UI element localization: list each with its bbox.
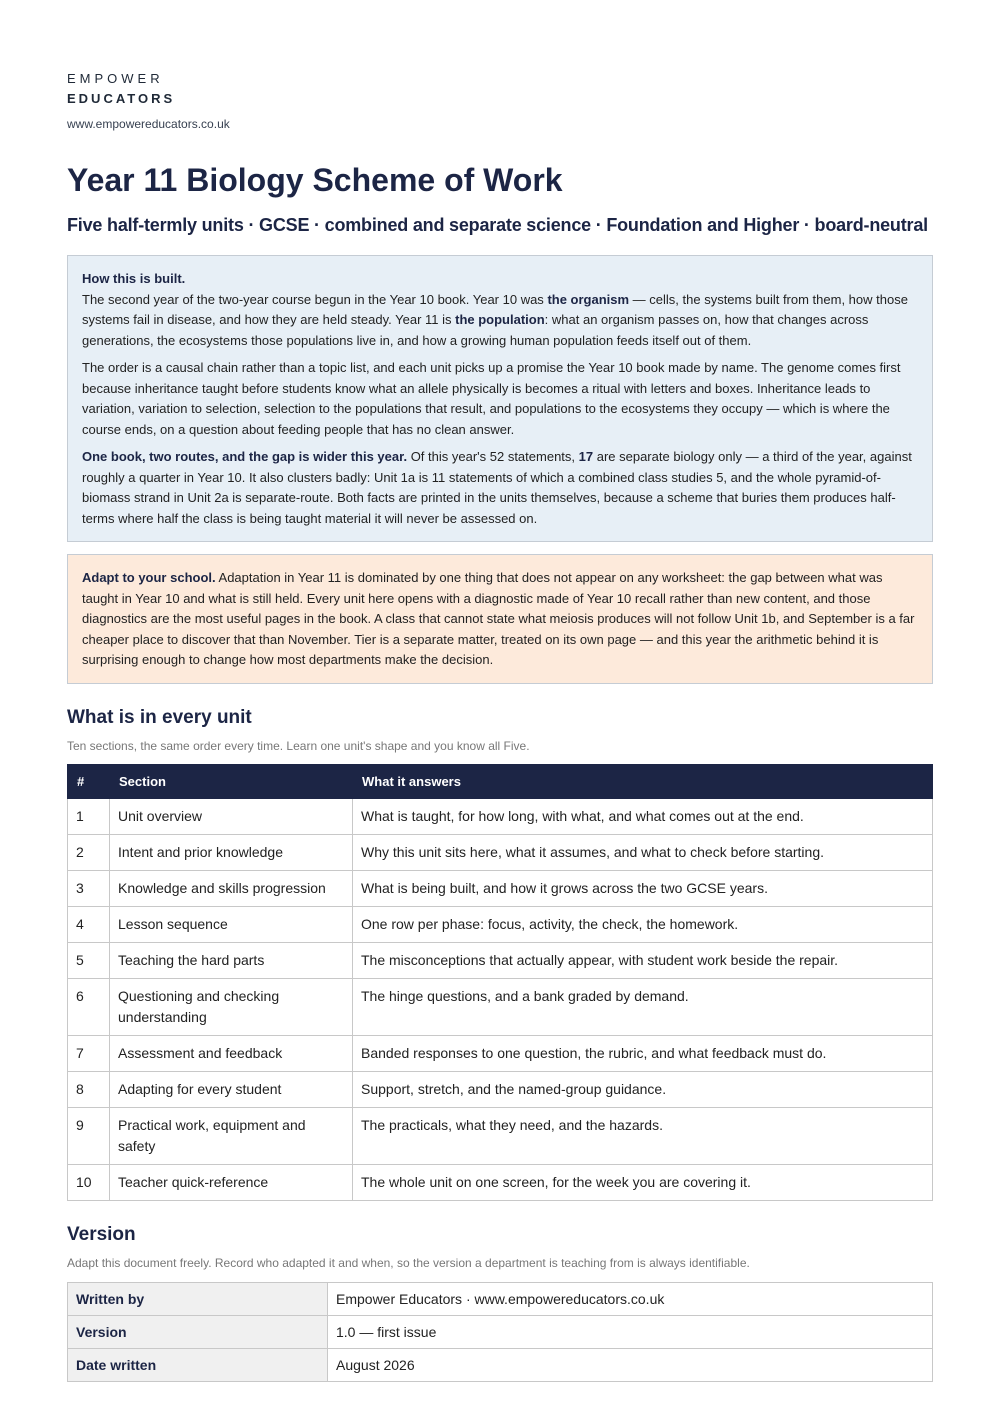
- units-section-note: Ten sections, the same order every time. Learn one unit's shape and you know all Five.: [67, 738, 530, 753]
- row-answer: The practicals, what they need, and the hazards.: [353, 1107, 933, 1164]
- routes-heading: One book, two routes, and the gap is wider this year.: [82, 449, 408, 464]
- how-built-heading: How this is built.: [82, 271, 186, 286]
- table-row: [68, 978, 933, 1035]
- row-number: 4: [68, 906, 110, 942]
- version-value: 1.0 — first issue: [328, 1315, 933, 1348]
- how-built-text-2: The order is a causal chain rather than a topic list, and each unit picks up a promise the Year 10 book made by name. The genome comes first because inheritance taught before students know what an allele physically is becomes a ritual with letters and boxes. Inheritance leads to variation, variation to selection, selection to the populations that result, and populations to the ecosystems they occupy — which is where the course ends, on a question about feeding people that has no clean answer.: [82, 360, 901, 437]
- col-answers-header: What it answers: [353, 764, 933, 798]
- table-row: [68, 1164, 933, 1200]
- row-answer: The hinge questions, and a bank graded by demand.: [353, 978, 933, 1035]
- row-number: 2: [68, 834, 110, 870]
- row-section: Unit overview: [110, 798, 353, 834]
- units-table-header: [68, 764, 933, 798]
- table-row: [68, 798, 933, 834]
- row-answer: The misconceptions that actually appear, with student work beside the repair.: [353, 942, 933, 978]
- units-section-title: What is in every unit: [67, 706, 252, 728]
- brand-url: www.empowereducators.co.uk: [67, 117, 230, 131]
- row-number: 1: [68, 798, 110, 834]
- how-built-box: [67, 255, 933, 542]
- col-number-header: #: [68, 764, 110, 798]
- version-table: [67, 1282, 933, 1382]
- table-row: [68, 906, 933, 942]
- version-row-written-by: [68, 1282, 933, 1315]
- table-row: [68, 870, 933, 906]
- how-built-text-1d: the population: [455, 312, 545, 327]
- row-section: Assessment and feedback: [110, 1035, 353, 1071]
- row-section: Lesson sequence: [110, 906, 353, 942]
- routes-text-b: are separate biology only — a third of the year, against roughly a quarter in Year 10. It also clusters badly: Unit 1a is 11 statements of which a combined class studies 5, and the whole pyramid-of-biomass strand in Unit 2a is separate-route. Both facts are printed in the units themselves, because a scheme that buries them produces half-terms where half the class is being taught material it will never be assessed on.: [82, 449, 912, 526]
- routes-text-a: Of this year's 52 statements,: [407, 449, 579, 464]
- version-row-version: [68, 1315, 933, 1348]
- table-row: [68, 1071, 933, 1107]
- row-answer: What is being built, and how it grows across the two GCSE years.: [353, 870, 933, 906]
- row-number: 3: [68, 870, 110, 906]
- row-number: 7: [68, 1035, 110, 1071]
- row-answer: Banded responses to one question, the rubric, and what feedback must do.: [353, 1035, 933, 1071]
- row-section: Practical work, equipment and safety: [110, 1107, 353, 1164]
- row-answer: One row per phase: focus, activity, the check, the homework.: [353, 906, 933, 942]
- version-key: Version: [68, 1315, 328, 1348]
- adapt-heading: Adapt to your school.: [82, 570, 216, 585]
- row-section: Teacher quick-reference: [110, 1164, 353, 1200]
- how-built-text-1b: the organism: [547, 291, 630, 307]
- version-key: Written by: [68, 1282, 328, 1315]
- brand-line-2: EDUCATORS: [67, 91, 176, 106]
- version-key: Date written: [68, 1348, 328, 1381]
- adapt-box: [67, 554, 933, 684]
- row-section: Intent and prior knowledge: [110, 834, 353, 870]
- row-section: Teaching the hard parts: [110, 942, 353, 978]
- how-built-text-1c: — cells, the systems built from them, how those systems fail in disease, and how they are held steady. Year 11 is: [82, 291, 908, 327]
- brand-line-1: EMPOWER: [67, 71, 164, 86]
- how-built-text-1e: : what an organism passes on, how that changes across generations, the ecosystems those populations live in, and how a growing human population feeds itself out of them.: [82, 312, 869, 348]
- table-row: [68, 1035, 933, 1071]
- row-section: Knowledge and skills progression: [110, 870, 353, 906]
- col-section-header: Section: [110, 764, 353, 798]
- page-subtitle: Five half-termly units · GCSE · combined and separate science · Foundation and Higher · board-neutral: [67, 215, 928, 235]
- row-answer: Why this unit sits here, what it assumes, and what to check before starting.: [353, 834, 933, 870]
- how-built-text-1a: The second year of the two-year course begun in the Year 10 book. Year 10 was: [82, 291, 548, 307]
- version-row-date: [68, 1348, 933, 1381]
- brand-logo: [67, 70, 933, 107]
- adapt-text: Adaptation in Year 11 is dominated by one thing that does not appear on any worksheet: the gap between what was taught in Year 10 and what is still held. Every unit here opens with a diagnostic made of Year 10 recall rather than new content, and those diagnostics are the most useful pages in the book. A class that cannot state what meiosis produces will not follow Unit 1b, and September is a far cheaper place to discover that than November. Tier is a separate matter, treated on its own page — and this year the arithmetic behind it is surprising enough to change how most departments make the decision.: [82, 570, 915, 667]
- row-answer: Support, stretch, and the named-group guidance.: [353, 1071, 933, 1107]
- routes-count: 17: [578, 449, 594, 464]
- row-answer: The whole unit on one screen, for the week you are covering it.: [353, 1164, 933, 1200]
- version-value: August 2026: [328, 1348, 933, 1381]
- row-section: Questioning and checking understanding: [110, 978, 353, 1035]
- row-number: 8: [68, 1071, 110, 1107]
- table-row: [68, 942, 933, 978]
- row-number: 6: [68, 978, 110, 1035]
- table-row: [68, 834, 933, 870]
- row-number: 5: [68, 942, 110, 978]
- version-value: Empower Educators · www.empowereducators.co.uk: [328, 1282, 933, 1315]
- table-row: [68, 1107, 933, 1164]
- version-section-title: Version: [67, 1223, 136, 1245]
- row-number: 9: [68, 1107, 110, 1164]
- row-number: 10: [68, 1164, 110, 1200]
- page-title: Year 11 Biology Scheme of Work: [67, 162, 563, 198]
- row-answer: What is taught, for how long, with what, and what comes out at the end.: [353, 798, 933, 834]
- row-section: Adapting for every student: [110, 1071, 353, 1107]
- version-section-note: Adapt this document freely. Record who adapted it and when, so the version a department is teaching from is always identifiable.: [67, 1255, 750, 1270]
- units-table: [67, 764, 933, 1201]
